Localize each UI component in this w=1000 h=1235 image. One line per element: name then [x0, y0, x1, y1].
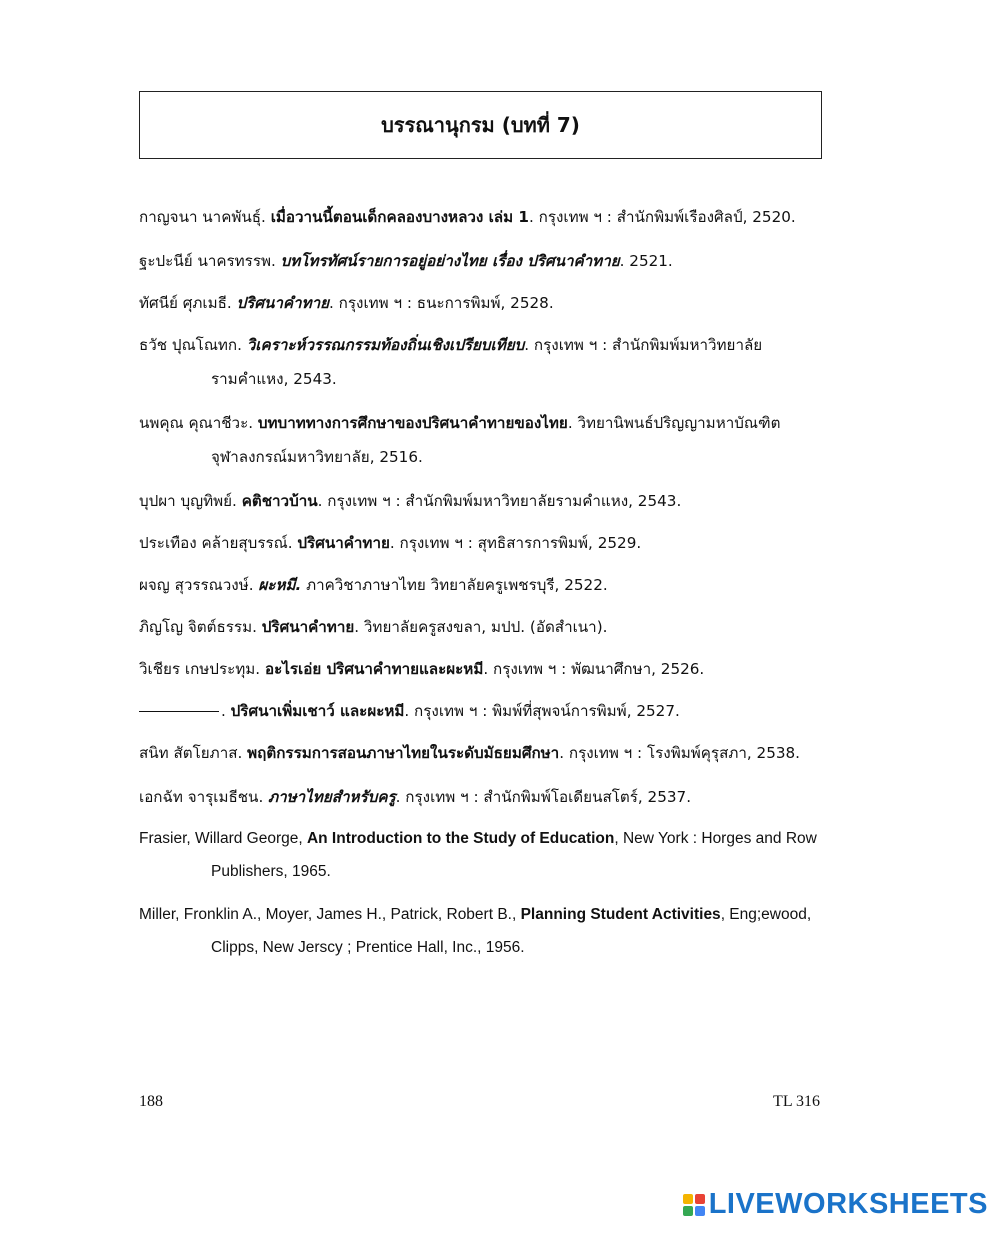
liveworksheets-logo-icon — [683, 1194, 705, 1216]
bib-entry: วิเชียร เกษประทุม. อะไรเอ่ย ปริศนาคำทายและผะหมี. กรุงเทพ ฯ : พัฒนาศึกษา, 2526. — [139, 660, 705, 678]
page-footer — [139, 1093, 820, 1111]
bib-entry: ฐะปะนีย์ นาครทรรพ. บทโทรทัศน์รายการอยู่อย่างไทย เรื่อง ปริศนาคำทาย. 2521. — [139, 252, 673, 270]
bib-entry: ภิญโญ จิตต์ธรรม. ปริศนาคำทาย. วิทยาลัยครูสงขลา, มปป. (อัดสำเนา). — [139, 618, 608, 636]
bib-entry: เอกฉัท จารุเมธีชน. ภาษาไทยสำหรับครู. กรุงเทพ ฯ : สำนักพิมพ์โอเดียนสโตร์, 2537. — [139, 788, 692, 806]
bib-entry: นพคุณ คุณาชีวะ. บทบาททางการศึกษาของปริศนาคำทายของไทย. วิทยานิพนธ์ปริญญามหาบัณฑิต จุฬาลงกรณ์มหาวิทยาลัย, 2516. — [139, 414, 781, 466]
bib-entry: ผจญ สุวรรณวงษ์. ผะหมี. ภาควิชาภาษาไทย วิทยาลัยครูเพชรบุรี, 2522. — [139, 576, 608, 594]
page-title: บรรณานุกรม (บทที่ 7) — [381, 113, 580, 137]
bib-entry: ประเทือง คล้ายสุบรรณ์. ปริศนาคำทาย. กรุงเทพ ฯ : สุทธิสารการพิมพ์, 2529. — [139, 534, 642, 552]
bib-entry: สนิท สัตโยภาส. พฤติกรรมการสอนภาษาไทยในระดับมัธยมศึกษา. กรุงเทพ ฯ : โรงพิมพ์คุรุสภา, 2538. — [139, 744, 801, 762]
bib-entry: ธวัช ปุณโณทก. วิเคราะห์วรรณกรรมท้องถิ่นเชิงเปรียบเทียบ. กรุงเทพ ฯ : สำนักพิมพ์มหาวิทยาลัยรามคำแหง, 2543. — [139, 336, 763, 388]
liveworksheets-brand[interactable] — [683, 1188, 988, 1221]
bib-entry: ทัศนีย์ ศุภเมธี. ปริศนาคำทาย. กรุงเทพ ฯ : ธนะการพิมพ์, 2528. — [139, 294, 554, 312]
bib-entry: บุปผา บุญทิพย์. คติชาวบ้าน. กรุงเทพ ฯ : สำนักพิมพ์มหาวิทยาลัยรามคำแหง, 2543. — [139, 492, 682, 510]
title-box — [139, 91, 822, 159]
ditto-dash — [139, 711, 219, 712]
bib-entry: Frasier, Willard George, An Introduction to the Study of Education, New York : Horges and Row Publishers, 1965. — [139, 830, 817, 880]
bibliography-list — [139, 200, 839, 974]
brand-text: LIVEWORKSHEETS — [708, 1188, 988, 1220]
bib-entry: กาญจนา นาคพันธุ์. เมื่อวานนี้ตอนเด็กคลองบางหลวง เล่ม 1. กรุงเทพ ฯ : สำนักพิมพ์เรืองศิลป์, 2520. — [139, 208, 796, 226]
bib-entry: Miller, Fronklin A., Moyer, James H., Patrick, Robert B., Planning Student Activities, Eng;ewood, Clipps, New Jerscy ; Prentice Hall, Inc., 1956. — [139, 906, 812, 956]
page-number: 188 — [139, 1093, 163, 1110]
bib-entry: . ปริศนาเพิ่มเชาว์ และผะหมี. กรุงเทพ ฯ : พิมพ์ที่สุพจน์การพิมพ์, 2527. — [139, 694, 839, 728]
course-code: TL 316 — [773, 1093, 820, 1110]
